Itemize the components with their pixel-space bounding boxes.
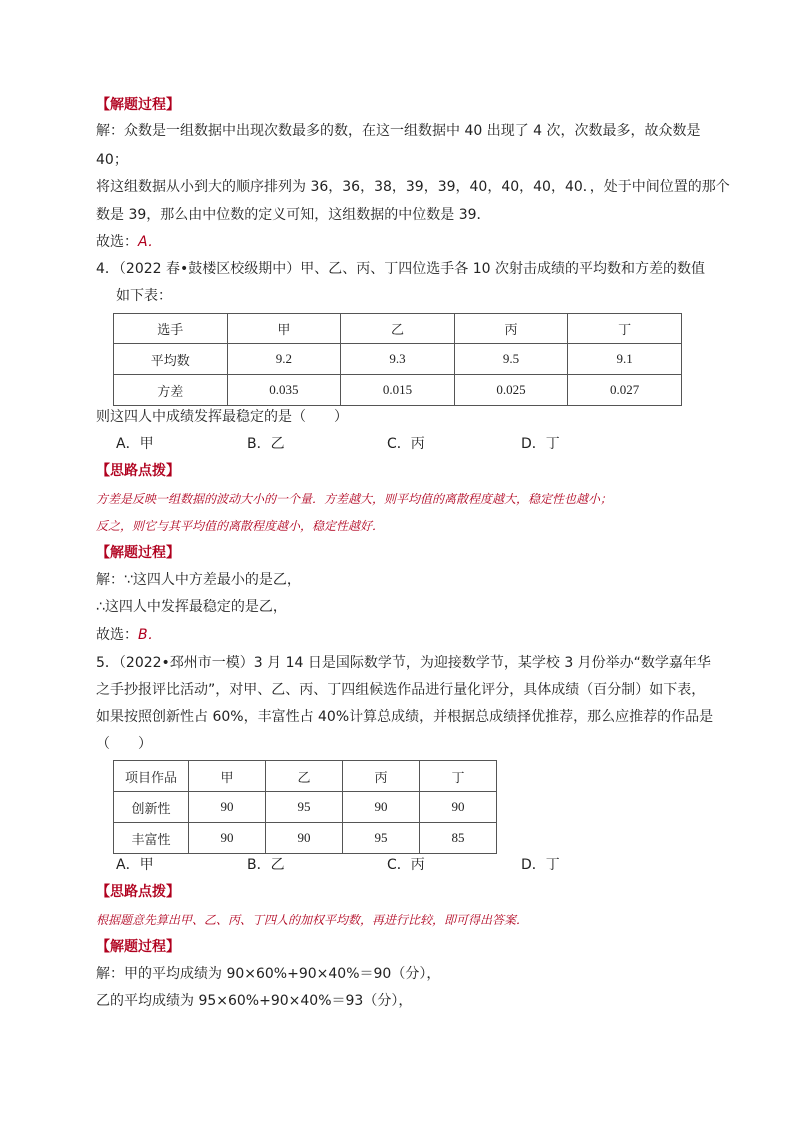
table-cell: 9.1	[568, 344, 682, 375]
question-4-stem: 4．（2022 春•鼓楼区校级期中）甲、乙、丙、丁四位选手各 10 次射击成绩的平均数和方差的数值	[96, 261, 705, 277]
solution-header: 【解题过程】	[96, 97, 180, 113]
question-5-stem: 如果按照创新性占 60%，丰富性占 40%计算总成绩，并根据总成绩择优推荐，那么应推荐的作品是	[96, 709, 714, 725]
solution-line: 数是 39，那么由中位数的定义可知，这组数据的中位数是 39．	[96, 207, 491, 223]
answer-line	[96, 232, 162, 252]
table-cell: 选手	[114, 314, 228, 344]
hint-line: 反之，则它与其平均值的离散程度越小，稳定性越好．	[96, 519, 385, 533]
option-c: C．丙	[387, 857, 425, 873]
solution-line: 将这组数据从小到大的顺序排列为 36，36，38，39，39，40，40，40，40．，处于中间位置的那个	[96, 179, 730, 195]
table-cell: 95	[266, 792, 343, 823]
table-cell: 乙	[266, 761, 343, 792]
table-cell: 9.3	[341, 344, 455, 375]
question-5-stem: 5．（2022•邳州市一模）3 月 14 日是国际数学节，为迎接数学节，某学校 3 月份举办“数学嘉年华	[96, 655, 711, 671]
table-cell: 甲	[189, 761, 266, 792]
question-5-stem: （ ）	[96, 736, 152, 752]
answer-value: A．	[138, 234, 162, 250]
table-cell: 0.027	[568, 375, 682, 406]
question-5-stem: 之手抄报评比活动”，对甲、乙、丙、丁四组候选作品进行量化评分，具体成绩（百分制）如下表，	[96, 682, 706, 698]
hint-line: 根据题意先算出甲、乙、丙、丁四人的加权平均数，再进行比较，即可得出答案．	[96, 913, 529, 927]
hint-header: 【思路点拨】	[96, 463, 180, 479]
answer-prefix: 故选：	[96, 627, 138, 643]
solution-header: 【解题过程】	[96, 939, 180, 955]
table-cell: 95	[343, 823, 420, 854]
solution-line: 解：∵这四人中方差最小的是乙，	[96, 572, 301, 588]
solution-line: 解：甲的平均成绩为 90×60%+90×40%＝90（分），	[96, 966, 441, 982]
table-cell: 90	[189, 792, 266, 823]
table-cell: 90	[420, 792, 497, 823]
option-b: B．乙	[247, 436, 285, 452]
table-cell: 90	[343, 792, 420, 823]
answer-line	[96, 625, 162, 645]
question-4-prompt: 则这四人中成绩发挥最稳定的是（ ）	[96, 409, 348, 425]
hint-line: 方差是反映一组数据的波动大小的一个量．方差越大，则平均值的离散程度越大，稳定性也越小；	[96, 492, 613, 506]
table-cell: 项目作品	[114, 761, 189, 792]
table-cell: 方差	[114, 375, 228, 406]
table-cell: 85	[420, 823, 497, 854]
option-d: D．丁	[521, 857, 560, 873]
solution-line: 40；	[96, 152, 128, 168]
option-b: B．乙	[247, 857, 285, 873]
table-cell: 平均数	[114, 344, 228, 375]
table-cell: 甲	[227, 314, 341, 344]
table-cell: 丁	[420, 761, 497, 792]
hint-header: 【思路点拨】	[96, 884, 180, 900]
table-cell: 0.015	[341, 375, 455, 406]
q5-table	[113, 760, 497, 854]
table-cell: 0.025	[454, 375, 568, 406]
table-cell: 9.2	[227, 344, 341, 375]
solution-header: 【解题过程】	[96, 545, 180, 561]
table-cell: 90	[189, 823, 266, 854]
option-d: D．丁	[521, 436, 560, 452]
table-cell: 丙	[343, 761, 420, 792]
q4-table	[113, 313, 682, 406]
table-cell: 丙	[454, 314, 568, 344]
solution-line: ∴这四人中发挥最稳定的是乙，	[96, 599, 287, 615]
table-cell: 9.5	[454, 344, 568, 375]
option-c: C．丙	[387, 436, 425, 452]
table-cell: 90	[266, 823, 343, 854]
question-4-stem: 如下表：	[116, 288, 172, 304]
answer-value: B．	[138, 627, 162, 643]
option-a: A．甲	[116, 857, 154, 873]
answer-prefix: 故选：	[96, 234, 138, 250]
table-cell: 0.035	[227, 375, 341, 406]
table-cell: 丁	[568, 314, 682, 344]
table-cell: 乙	[341, 314, 455, 344]
option-a: A．甲	[116, 436, 154, 452]
table-cell: 丰富性	[114, 823, 189, 854]
solution-line: 乙的平均成绩为 95×60%+90×40%＝93（分），	[96, 993, 413, 1009]
solution-line: 解：众数是一组数据中出现次数最多的数，在这一组数据中 40 出现了 4 次，次数最多，故众数是	[96, 123, 701, 139]
table-cell: 创新性	[114, 792, 189, 823]
